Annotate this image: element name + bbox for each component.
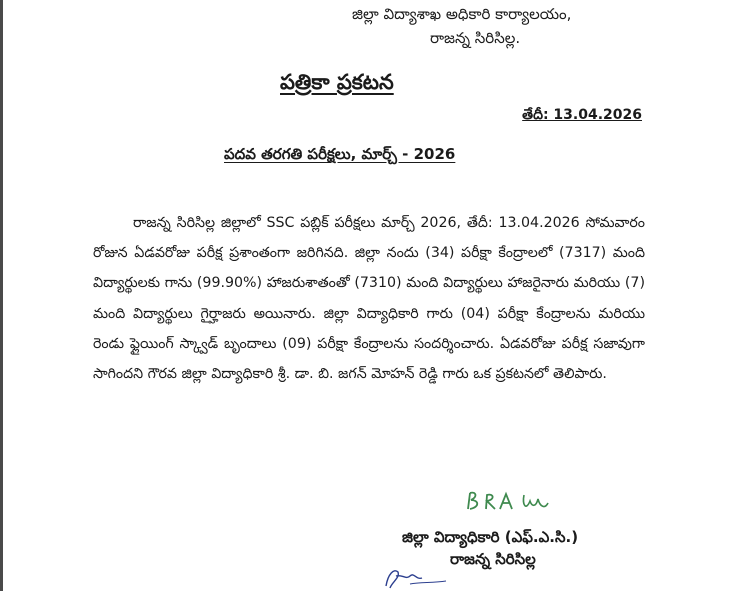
officer-designation: జిల్లా విద్యాధికారి (ఎఫ్.ఎ.సి.) (402, 528, 579, 546)
subject-line: పదవ తరగతి పరీక్షలు, మార్చ్ - 2026 (224, 145, 456, 163)
office-location: రాజన్న సిరిసిల్ల. (430, 29, 521, 47)
page-title: పత్రికా ప్రకటన (280, 70, 394, 94)
scan-edge-shadow (0, 0, 3, 591)
handwritten-initials (462, 487, 557, 517)
bottom-handwritten-signature (380, 562, 450, 590)
officer-place: రాజన్న సిరిసిల్ల (450, 550, 536, 568)
office-name: జిల్లా విద్యాశాఖ అధికారి కార్యాలయం, (352, 5, 572, 23)
body-paragraph: రాజన్న సిరిసిల్ల జిల్లాలో SSC పబ్లిక్ పరీక్షలు మార్చ్ 2026, తేదీ: 13.04.2026 సోమవారం రోజున ఏడవరోజు పరీక్ష ప్రశాంతంగా జరిగినది. జిల్లా నందు (34) పరీక్షా కేంద్రాలలో (7317) మంది విద్యార్థులకు గాను (99.90%) హాజరుశాతంతో (7310) మంది విద్యార్థులు హాజరైనారు మరియు (7) మంది విద్యార్థులు గైర్హాజరు అయినారు. జిల్లా విద్యాధికారి గారు (04) పరీక్షా కేంద్రాలను మరియు రెండు ఫ్లైయింగ్ స్క్వాడ్ బృందాలు (09) పరీక్షా కేంద్రాలను సందర్శించారు. ఏడవరోజు పరీక్ష సజావుగా సాగిందని గౌరవ జిల్లా విద్యాధికారి శ్రీ. డా. బి. జగన్ మోహన్ రెడ్డి గారు ఒక ప్రకటనలో తెలిపారు. (93, 215, 645, 383)
release-date: తేదీ: 13.04.2026 (522, 107, 642, 123)
office-address (352, 2, 712, 50)
